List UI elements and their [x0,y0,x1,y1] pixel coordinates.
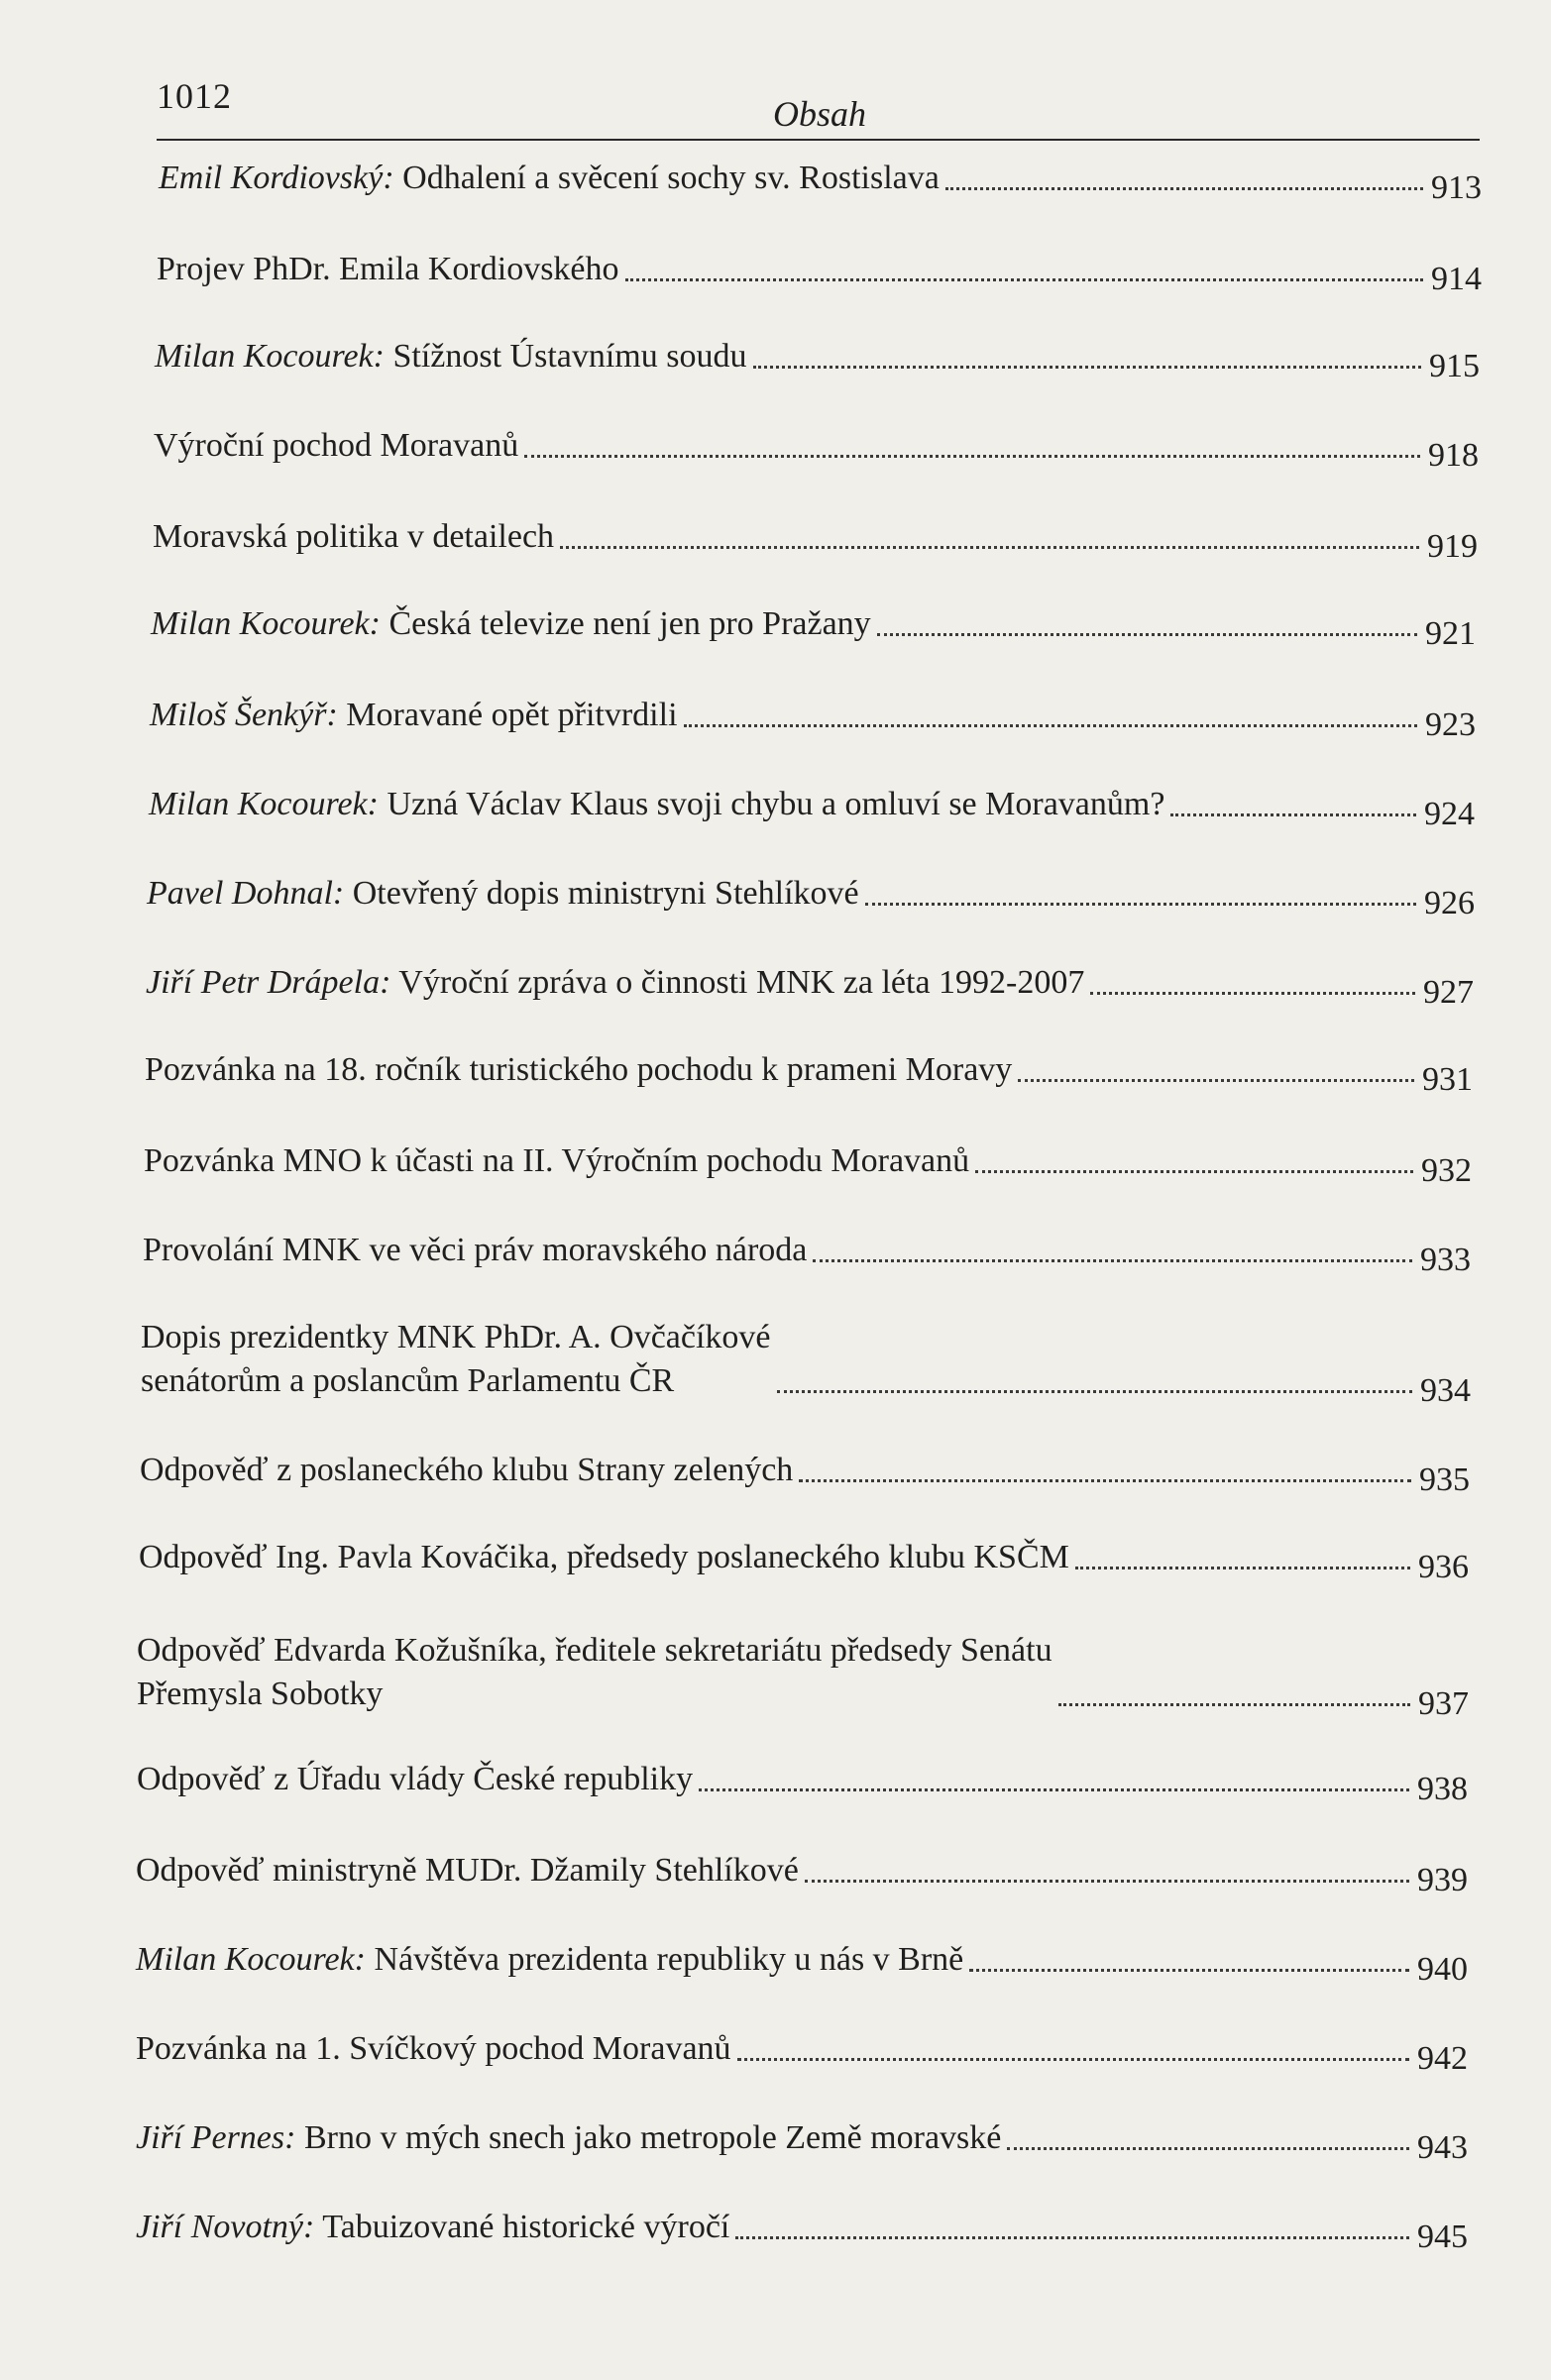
toc-title: Odpověď z poslaneckého klubu Strany zelených [140,1452,794,1488]
toc-title: Moravská politika v detailech [153,518,555,555]
toc-title: Odhalení a svěcení sochy sv. Rostislava [402,160,940,196]
leader-dots [524,455,1420,458]
toc-entry[interactable] [141,1316,1471,1409]
toc-title: Odpověď ministryně MUDr. Džamily Stehlíkové [136,1852,799,1889]
toc-entry[interactable] [136,1849,1468,1898]
leader-dots [805,1880,1409,1883]
toc-title-line-2: Přemysla Sobotky [137,1676,384,1712]
toc-entry[interactable] [147,872,1475,921]
toc-entry[interactable] [155,335,1480,384]
leader-dots [813,1259,1412,1262]
leader-dots [1007,2147,1409,2150]
toc-page-number: 926 [1424,885,1475,921]
toc-page-number: 919 [1427,528,1478,565]
leader-dots [684,724,1417,727]
toc-title: Projev PhDr. Emila Kordiovského [157,251,619,287]
toc-title-line-1: Dopis prezidentky MNK PhDr. A. Ovčačíkové [141,1319,771,1355]
toc-author: Emil Kordiovský: [159,160,394,196]
toc-page-number: 924 [1424,796,1475,832]
toc-entry[interactable] [139,1536,1469,1585]
toc-page-number: 923 [1425,706,1476,743]
leader-dots [799,1479,1411,1482]
toc-title: Uzná Václav Klaus svoji chybu a omluví se Moravanům? [387,786,1165,822]
toc-page-number: 936 [1418,1549,1469,1585]
leader-dots [737,2058,1409,2061]
toc-page-number: 937 [1418,1685,1469,1722]
toc-entry[interactable] [151,602,1476,652]
toc-title-line-2: senátorům a poslancům Parlamentu ČR [141,1362,675,1399]
toc-author: Milan Kocourek: [136,1941,366,1978]
leader-dots [699,1788,1409,1791]
leader-dots [877,633,1417,636]
toc-entry[interactable] [136,2206,1468,2255]
toc-page-number: 918 [1428,437,1479,474]
toc-entry[interactable] [136,1938,1468,1988]
toc-title: Otevřený dopis ministryni Stehlíkové [352,875,859,912]
toc-author: Pavel Dohnal: [147,875,345,912]
toc-author: Milan Kocourek: [151,605,381,642]
toc-page-number: 913 [1431,169,1482,206]
toc-title: Odpověď Ing. Pavla Kováčika, předsedy poslaneckého klubu KSČM [139,1539,1069,1575]
toc-page-number: 927 [1423,974,1474,1011]
toc-page-number: 934 [1420,1372,1471,1409]
toc-entry[interactable] [143,1229,1471,1278]
toc-title: Pozvánka MNO k účasti na II. Výročním pochodu Moravanů [144,1142,970,1179]
toc-entry[interactable] [149,783,1475,832]
toc-page-number: 942 [1417,2040,1468,2077]
toc-title: Odpověď z Úřadu vlády České republiky [137,1761,694,1797]
toc-entry[interactable] [159,157,1482,206]
leader-dots [753,366,1422,369]
toc-entry[interactable] [136,2027,1468,2077]
toc-page-number: 943 [1417,2129,1468,2166]
toc-title-line-1: Odpověď Edvarda Kožušníka, ředitele sekretariátu předsedy Senátu [137,1632,1052,1669]
toc-title: Tabuizované historické výročí [322,2209,730,2245]
leader-dots [560,546,1419,549]
leader-dots [1090,992,1415,995]
leader-dots [1170,813,1416,816]
toc-entry[interactable] [150,694,1476,743]
toc-page-number: 935 [1419,1461,1470,1498]
leader-dots [1018,1079,1414,1082]
toc-author: Jiří Novotný: [136,2209,315,2245]
toc-title: Moravané opět přitvrdili [346,697,678,733]
toc-title: Návštěva prezidenta republiky u nás v Brně [374,1941,964,1978]
toc-title: Česká televize není jen pro Pražany [388,605,871,642]
toc-page-number: 945 [1417,2218,1468,2255]
leader-dots [865,903,1416,906]
toc-author: Milan Kocourek: [155,338,385,375]
toc-entry[interactable] [137,1758,1468,1807]
toc-title: Pozvánka na 18. ročník turistického pochodu k prameni Moravy [145,1051,1013,1088]
toc-entry[interactable] [140,1449,1470,1498]
leader-dots [735,2236,1409,2239]
toc-author: Jiří Petr Drápela: [146,964,391,1001]
leader-dots [975,1170,1413,1173]
toc-title: Pozvánka na 1. Svíčkový pochod Moravanů [136,2030,731,2067]
toc-entry[interactable] [157,248,1482,297]
toc-page-number: 940 [1417,1951,1468,1988]
toc-author: Miloš Šenkýř: [150,697,338,733]
toc-title: Výroční pochod Moravanů [154,427,519,464]
toc-title: Stížnost Ústavnímu soudu [392,338,747,375]
toc-entry[interactable] [145,1048,1473,1098]
toc-page-number: 939 [1417,1862,1468,1898]
toc-page-number: 931 [1422,1061,1473,1098]
toc-entry[interactable] [154,424,1479,474]
page-number: 1012 [157,76,232,116]
leader-dots [969,1969,1409,1972]
leader-dots [1075,1567,1410,1569]
toc-page-number: 914 [1431,261,1482,297]
toc-page-number: 938 [1417,1771,1468,1807]
leader-dots [777,1390,1412,1393]
leader-dots [1058,1703,1410,1706]
toc-title: Provolání MNK ve věci práv moravského národa [143,1232,808,1268]
toc-author: Milan Kocourek: [149,786,379,822]
toc-page-number: 915 [1429,348,1480,384]
toc-title: Výroční zpráva o činnosti MNK za léta 1992-2007 [398,964,1085,1001]
running-head: Obsah [773,94,867,134]
toc-title: Brno v mých snech jako metropole Země moravské [303,2119,1002,2156]
leader-dots [945,187,1423,190]
toc-entry[interactable] [153,515,1478,565]
toc-page-number: 933 [1420,1242,1471,1278]
toc-entry[interactable] [137,1629,1469,1722]
leader-dots [625,278,1423,281]
toc-entry[interactable] [144,1139,1472,1189]
toc-author: Jiří Pernes: [136,2119,296,2156]
toc-page-number: 932 [1421,1152,1472,1189]
toc-page-number: 921 [1425,615,1476,652]
toc-entry[interactable] [136,2116,1468,2166]
toc-entry[interactable] [146,961,1474,1011]
